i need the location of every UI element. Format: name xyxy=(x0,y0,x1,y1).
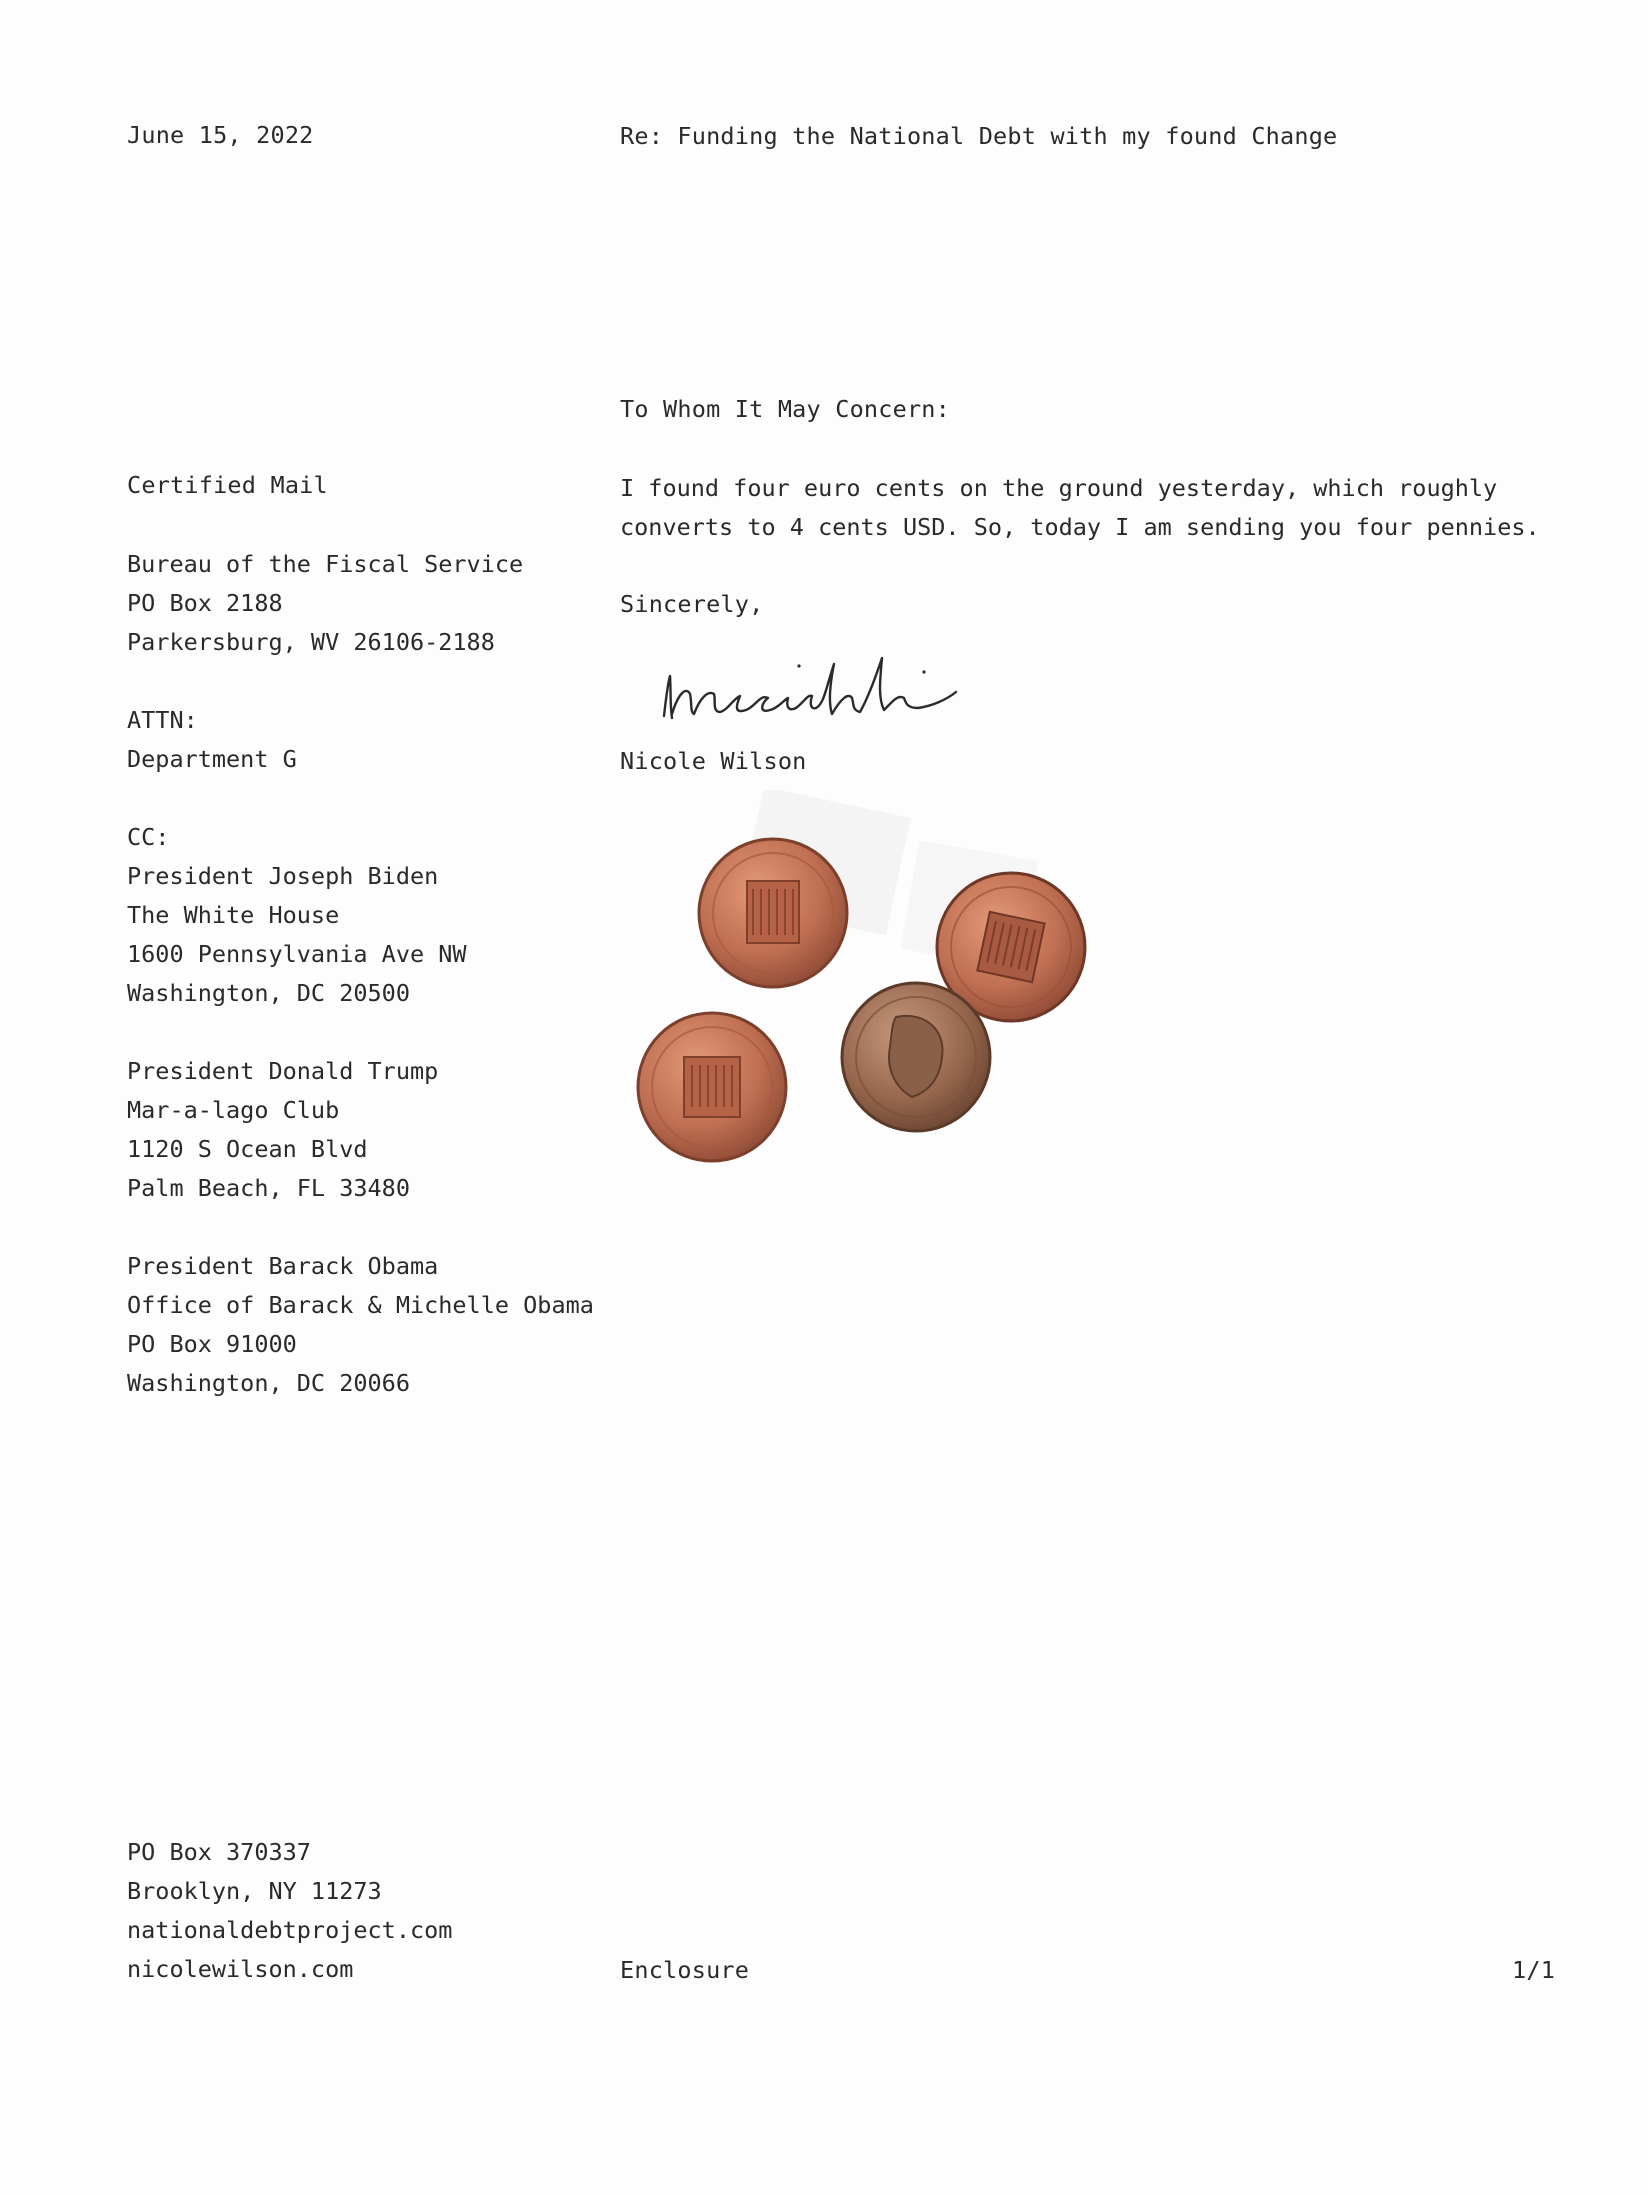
attn-department: Department G xyxy=(127,745,297,773)
cc-obama-block xyxy=(127,1247,594,1403)
body-paragraph xyxy=(620,469,1540,547)
cc-trump-block xyxy=(127,1052,438,1208)
letter-subject: Re: Funding the National Debt with my found Change xyxy=(620,122,1338,150)
signature-name: Nicole Wilson xyxy=(620,747,807,775)
cc-line: President Joseph Biden xyxy=(127,862,439,890)
recipient-line: Parkersburg, WV 26106-2188 xyxy=(127,628,495,656)
cc-line: PO Box 91000 xyxy=(127,1330,297,1358)
letter-date: June 15, 2022 xyxy=(127,121,314,149)
cc-line: Palm Beach, FL 33480 xyxy=(127,1174,410,1202)
cc-biden-block xyxy=(127,818,467,1013)
handwritten-signature-icon xyxy=(656,628,996,738)
salutation: To Whom It May Concern: xyxy=(620,395,951,423)
cc-line: 1120 S Ocean Blvd xyxy=(127,1135,368,1163)
cc-line: The White House xyxy=(127,901,340,929)
recipient-line: Bureau of the Fiscal Service xyxy=(127,550,524,578)
recipient-line: PO Box 2188 xyxy=(127,589,283,617)
enclosure-note: Enclosure xyxy=(620,1956,750,1984)
delivery-method: Certified Mail xyxy=(127,471,328,499)
attn-block xyxy=(127,701,297,779)
paragraph-line: I found four euro cents on the ground yesterday, which roughly xyxy=(620,474,1498,502)
cc-line: Mar-a-lago Club xyxy=(127,1096,340,1124)
cc-line: Office of Barack & Michelle Obama xyxy=(127,1291,594,1319)
page-number: 1/1 xyxy=(1512,1956,1556,1984)
paragraph-line: converts to 4 cents USD. So, today I am sending you four pennies. xyxy=(620,513,1540,541)
return-address-line: PO Box 370337 xyxy=(127,1838,311,1866)
cc-line: Washington, DC 20066 xyxy=(127,1369,410,1397)
return-address-line: nationaldebtproject.com xyxy=(127,1916,453,1944)
return-address-line: Brooklyn, NY 11273 xyxy=(127,1877,382,1905)
return-address-line: nicolewilson.com xyxy=(127,1955,354,1983)
cc-line: President Barack Obama xyxy=(127,1252,439,1280)
pennies-photo-icon xyxy=(620,790,1100,1170)
recipient-address xyxy=(127,545,523,662)
return-address xyxy=(127,1833,452,1989)
closing: Sincerely, xyxy=(620,590,764,618)
cc-line: 1600 Pennsylvania Ave NW xyxy=(127,940,467,968)
cc-line: President Donald Trump xyxy=(127,1057,439,1085)
attn-label: ATTN: xyxy=(127,706,198,734)
cc-label: CC: xyxy=(127,823,170,851)
cc-line: Washington, DC 20500 xyxy=(127,979,410,1007)
